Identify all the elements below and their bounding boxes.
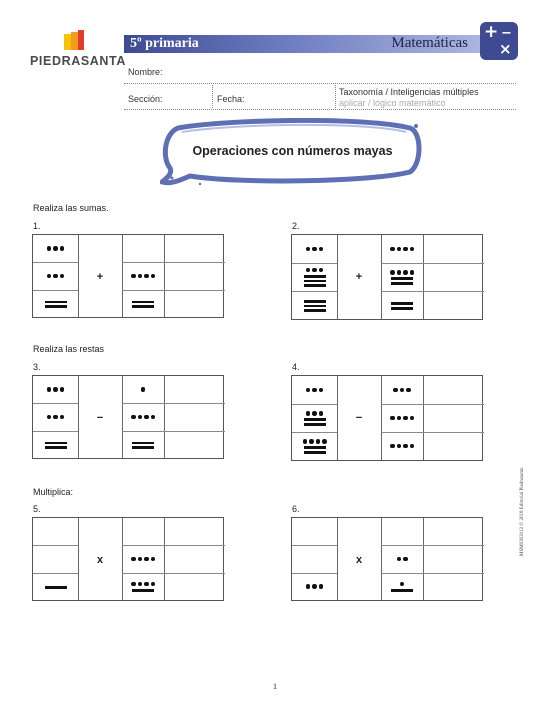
maya-numeral (122, 376, 164, 403)
maya-bar (391, 307, 413, 310)
maya-dot (397, 444, 402, 449)
exercise-table-1 (32, 234, 224, 318)
maya-numeral (122, 431, 164, 458)
answer-cell[interactable] (164, 235, 225, 262)
maya-dot (406, 388, 411, 393)
maya-bar (391, 589, 413, 592)
plus-icon: + (484, 22, 499, 42)
maya-numeral (381, 291, 423, 319)
maya-dot (138, 415, 143, 420)
maya-dot (60, 387, 65, 392)
maya-dots (393, 387, 411, 393)
maya-numeral (122, 290, 164, 317)
seccion-fecha-field[interactable] (124, 109, 516, 110)
maya-bar (304, 418, 326, 421)
taxonomy-detail: aplicar / lógico matemático (339, 98, 446, 108)
maya-dots (131, 581, 155, 587)
maya-bar (45, 442, 67, 445)
answer-cell[interactable] (423, 291, 484, 319)
maya-dot (319, 268, 324, 273)
title-bar (124, 35, 516, 53)
operator-sign: x (355, 554, 363, 566)
answer-cell[interactable] (423, 263, 484, 291)
book-icon (63, 30, 85, 52)
copyright-text: MSM0302012 © 2018 Editorial Piedrasanta (520, 467, 525, 556)
maya-dot (393, 388, 398, 393)
maya-dot (60, 274, 65, 279)
maya-dot (403, 247, 408, 252)
maya-dot (138, 582, 143, 587)
answer-cell[interactable] (164, 518, 225, 545)
maya-bar (45, 446, 67, 449)
maya-dots (131, 556, 155, 562)
maya-numeral (292, 235, 337, 263)
maya-dot (403, 416, 408, 421)
section-subtractions: Realiza las restas (33, 344, 105, 354)
operator-sign: − (96, 412, 104, 424)
field-separator (335, 85, 336, 108)
worksheet-title: Operaciones con números mayas (192, 144, 393, 158)
maya-dots (131, 414, 155, 420)
maya-dot (390, 444, 395, 449)
maya-bar (132, 305, 154, 308)
answer-cell[interactable] (423, 545, 484, 572)
maya-dot (306, 584, 311, 589)
maya-numeral (381, 376, 423, 404)
maya-dot (410, 416, 415, 421)
maya-dot (151, 274, 156, 279)
maya-numeral (381, 404, 423, 432)
maya-bar (304, 423, 326, 426)
answer-cell[interactable] (423, 518, 484, 545)
maya-dots (397, 556, 408, 562)
maya-dot (47, 246, 52, 251)
times-icon: × (499, 40, 512, 58)
field-separator (212, 85, 213, 108)
brand-name: PIEDRASANTA (30, 54, 126, 68)
maya-dot (403, 444, 408, 449)
maya-dot (53, 387, 58, 392)
maya-dot (312, 584, 317, 589)
maya-dot (47, 274, 52, 279)
maya-numeral (292, 376, 337, 404)
maya-dots (131, 273, 155, 279)
page-number: 1 (273, 682, 277, 691)
maya-dots (390, 415, 414, 421)
maya-dots (303, 438, 327, 444)
maya-dot (309, 439, 314, 444)
maya-numeral (33, 262, 78, 289)
maya-dot (138, 274, 143, 279)
exercise-number: 3. (33, 362, 41, 372)
maya-bar (304, 284, 326, 287)
maya-numeral (122, 403, 164, 430)
maya-dot (397, 247, 402, 252)
exercise-table-4 (291, 375, 483, 461)
maya-bar (304, 280, 326, 283)
maya-numeral (122, 545, 164, 572)
maya-bar (45, 586, 67, 589)
maya-dots (141, 387, 146, 393)
maya-numeral (122, 262, 164, 289)
operator-sign: + (96, 271, 104, 283)
answer-cell[interactable] (164, 573, 225, 600)
maya-dot (151, 557, 156, 562)
maya-dot (403, 557, 408, 562)
maya-dot (306, 411, 311, 416)
maya-bar (304, 451, 326, 454)
maya-dot (390, 270, 395, 275)
table-row-divider (33, 545, 78, 546)
answer-cell[interactable] (164, 431, 225, 458)
maya-dot (319, 411, 324, 416)
maya-dots (306, 387, 324, 393)
maya-dot (390, 416, 395, 421)
operator-sign: − (355, 412, 363, 424)
exercise-number: 4. (292, 362, 300, 372)
maya-bar (304, 309, 326, 312)
maya-dot (60, 415, 65, 420)
exercise-number: 6. (292, 504, 300, 514)
minus-icon: − (501, 26, 512, 41)
exercise-table-5 (32, 517, 224, 601)
subject-title: Matemáticas (391, 35, 468, 51)
maya-dot (47, 415, 52, 420)
answer-cell[interactable] (164, 403, 225, 430)
answer-cell[interactable] (164, 290, 225, 317)
maya-dot (144, 415, 149, 420)
seccion-label: Sección: (128, 94, 163, 104)
maya-dot (47, 387, 52, 392)
maya-bar (304, 305, 326, 308)
maya-dots (390, 269, 414, 275)
maya-bar (132, 301, 154, 304)
section-multiply: Multiplica: (33, 487, 74, 497)
maya-bar (391, 277, 413, 280)
maya-dot (144, 582, 149, 587)
maya-bar (391, 302, 413, 305)
publisher-logo (30, 30, 126, 74)
maya-dot (151, 415, 156, 420)
maya-dot (53, 246, 58, 251)
maya-numeral (33, 290, 78, 317)
maya-dots (47, 273, 65, 279)
maya-dot (131, 415, 136, 420)
maya-dots (400, 581, 405, 587)
maya-dot (397, 416, 402, 421)
maya-dot (151, 582, 156, 587)
maya-dot (131, 274, 136, 279)
maya-numeral (381, 263, 423, 291)
exercise-number: 1. (33, 221, 41, 231)
maya-numeral (33, 235, 78, 262)
maya-dot (303, 439, 308, 444)
maya-dot (138, 557, 143, 562)
maya-dot (410, 247, 415, 252)
exercise-table-6 (291, 517, 483, 601)
maya-dot (319, 247, 324, 252)
maya-dot (316, 439, 321, 444)
maya-numeral (292, 404, 337, 432)
operator-sign: + (355, 271, 363, 283)
maya-dot (397, 270, 402, 275)
maya-numeral (292, 291, 337, 319)
maya-numeral (292, 432, 337, 460)
maya-numeral (381, 545, 423, 572)
maya-dot (410, 270, 415, 275)
answer-cell[interactable] (164, 545, 225, 572)
maya-bar (391, 282, 413, 285)
maya-numeral (122, 573, 164, 600)
maya-numeral (33, 573, 78, 600)
maya-dots (390, 246, 414, 252)
operator-sign: x (96, 554, 104, 566)
answer-cell[interactable] (164, 262, 225, 289)
maya-numeral (33, 431, 78, 458)
maya-dots (306, 583, 324, 589)
maya-numeral (33, 403, 78, 430)
maya-bar (45, 305, 67, 308)
maya-dots (306, 246, 324, 252)
maya-dot (322, 439, 327, 444)
maya-numeral (381, 235, 423, 263)
answer-cell[interactable] (164, 376, 225, 403)
nombre-label: Nombre: (128, 67, 163, 77)
answer-cell[interactable] (423, 404, 484, 432)
answer-cell[interactable] (423, 376, 484, 404)
exercise-table-2 (291, 234, 483, 320)
exercise-number: 5. (33, 504, 41, 514)
maya-dot (306, 388, 311, 393)
maya-bar (132, 589, 154, 592)
maya-dot (306, 268, 311, 273)
maya-dot (53, 415, 58, 420)
maya-dot (312, 247, 317, 252)
maya-dot (403, 270, 408, 275)
maya-dot (400, 388, 405, 393)
answer-cell[interactable] (423, 235, 484, 263)
maya-bar (45, 301, 67, 304)
maya-dots (47, 387, 65, 393)
maya-dot (131, 557, 136, 562)
maya-numeral (292, 573, 337, 600)
maya-dot (312, 388, 317, 393)
maya-bar (304, 446, 326, 449)
answer-cell[interactable] (423, 573, 484, 600)
maya-dots (306, 267, 324, 273)
maya-dot (312, 411, 317, 416)
math-operations-icon (480, 22, 518, 60)
nombre-field[interactable] (124, 83, 516, 84)
exercise-number: 2. (292, 221, 300, 231)
maya-bar (304, 275, 326, 278)
grade-text: 5º primaria (130, 36, 199, 51)
fecha-label: Fecha: (217, 94, 245, 104)
maya-bar (132, 442, 154, 445)
maya-numeral (292, 263, 337, 291)
maya-dot (53, 274, 58, 279)
maya-dot (306, 247, 311, 252)
maya-dot (141, 387, 146, 392)
maya-dots (306, 410, 324, 416)
maya-dot (144, 557, 149, 562)
section-sums: Realiza las sumas. (33, 203, 109, 213)
maya-numeral (381, 573, 423, 600)
maya-dots (47, 414, 65, 420)
maya-dot (410, 444, 415, 449)
exercise-table-3 (32, 375, 224, 459)
maya-dot (390, 247, 395, 252)
maya-dot (319, 388, 324, 393)
maya-dot (400, 582, 405, 587)
maya-dots (47, 246, 65, 252)
taxonomy-label: Taxonomía / Inteligencias múltiples (339, 87, 479, 97)
maya-dots (390, 443, 414, 449)
maya-dot (60, 246, 65, 251)
answer-cell[interactable] (423, 432, 484, 460)
maya-dot (397, 557, 402, 562)
maya-dot (144, 274, 149, 279)
maya-numeral (381, 432, 423, 460)
maya-dot (319, 584, 324, 589)
maya-bar (132, 446, 154, 449)
maya-bar (304, 300, 326, 303)
grade-label (130, 36, 199, 52)
table-row-divider (292, 545, 337, 546)
maya-dot (131, 582, 136, 587)
maya-numeral (33, 376, 78, 403)
maya-dot (312, 268, 317, 273)
